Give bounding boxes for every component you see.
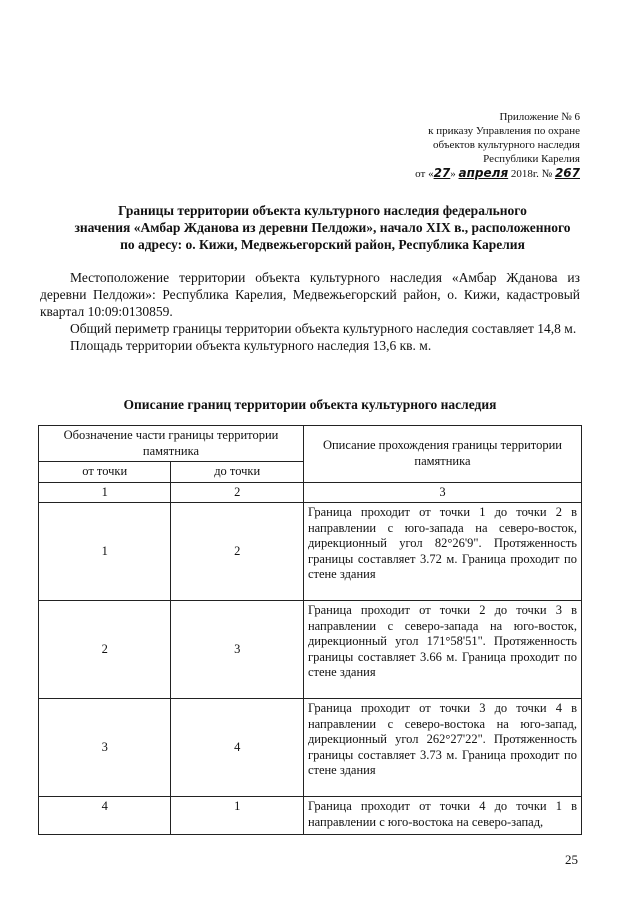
row-description: Граница проходит от точки 4 до точки 1 в направлении с юго-востока на северо-запад,	[303, 797, 581, 835]
row-from-point: 1	[39, 503, 171, 601]
date-prefix: от «	[415, 168, 434, 180]
subheader-to-point: до точки	[171, 462, 303, 483]
table-row	[39, 699, 582, 797]
row-from-point: 3	[39, 699, 171, 797]
appendix-date-line	[415, 166, 580, 181]
title-line-2: значения «Амбар Жданова из деревни Пелдожи», начало XIX в., расположенного	[74, 220, 571, 235]
date-mid: »	[450, 168, 456, 180]
date-year: 2018г. №	[510, 168, 553, 180]
date-day: 27	[433, 166, 451, 180]
table-header-row	[39, 426, 582, 462]
table-row	[39, 797, 582, 835]
location-paragraph: Местоположение территории объекта культурного наследия «Амбар Жданова из деревни Пелдожи»: Республика Карелия, Медвежьегорский район, о. Кижи, кадастровый квартал 10:09:0130859.	[40, 270, 580, 319]
table-row	[39, 503, 582, 601]
row-to-point: 2	[171, 503, 303, 601]
column-number: 1	[39, 482, 171, 503]
row-to-point: 4	[171, 699, 303, 797]
row-description: Граница проходит от точки 1 до точки 2 в направлении с юго-запада на северо-восток, дирекционный угол 82°26'9". Протяженность границы составляет 3.72 м. Граница проходит по стене здания	[303, 503, 581, 601]
area-paragraph: Площадь территории объекта культурного наследия 13,6 кв. м.	[70, 338, 432, 353]
appendix-order-ref: к приказу Управления по охране	[428, 125, 580, 137]
table-column-numbers-row	[39, 482, 582, 503]
title-line-3: по адресу: о. Кижи, Медвежьегорский район, Республика Карелия	[120, 237, 525, 252]
appendix-label: Приложение № 6	[499, 111, 580, 123]
section-title: Описание границ территории объекта культурного наследия	[123, 397, 497, 412]
page-number: 25	[565, 852, 578, 867]
row-to-point: 1	[171, 797, 303, 835]
perimeter-paragraph: Общий периметр границы территории объекта культурного наследия составляет 14,8 м.	[70, 321, 577, 336]
table-row	[39, 601, 582, 699]
subheader-from-point: от точки	[39, 462, 171, 483]
row-description: Граница проходит от точки 2 до точки 3 в направлении с северо-запада на юго-восток, дирекционный угол 171°58'51". Протяженность границы составляет 3.66 м. Граница проходит по стене здания	[303, 601, 581, 699]
row-from-point: 4	[39, 797, 171, 835]
column-number: 2	[171, 482, 303, 503]
boundary-table	[38, 425, 582, 835]
appendix-republic: Республики Карелия	[483, 153, 580, 165]
row-to-point: 3	[171, 601, 303, 699]
title-line-1: Границы территории объекта культурного наследия федерального	[118, 203, 527, 218]
order-number: 267	[554, 166, 580, 180]
document-title	[50, 202, 595, 253]
header-boundary-description: Описание прохождения границы территории памятника	[303, 426, 581, 483]
appendix-order-ref-2: объектов культурного наследия	[433, 139, 580, 151]
body-text	[40, 269, 580, 354]
row-description: Граница проходит от точки 3 до точки 4 в направлении с северо-востока на юго-запад, дирекционный угол 262°27'22". Протяженность границы составляет 3.73 м. Граница проходит по стене здания	[303, 699, 581, 797]
appendix-header	[415, 110, 580, 181]
header-boundary-part: Обозначение части границы территории памятника	[39, 426, 304, 462]
column-number: 3	[303, 482, 581, 503]
date-month: апреля	[458, 166, 509, 180]
row-from-point: 2	[39, 601, 171, 699]
